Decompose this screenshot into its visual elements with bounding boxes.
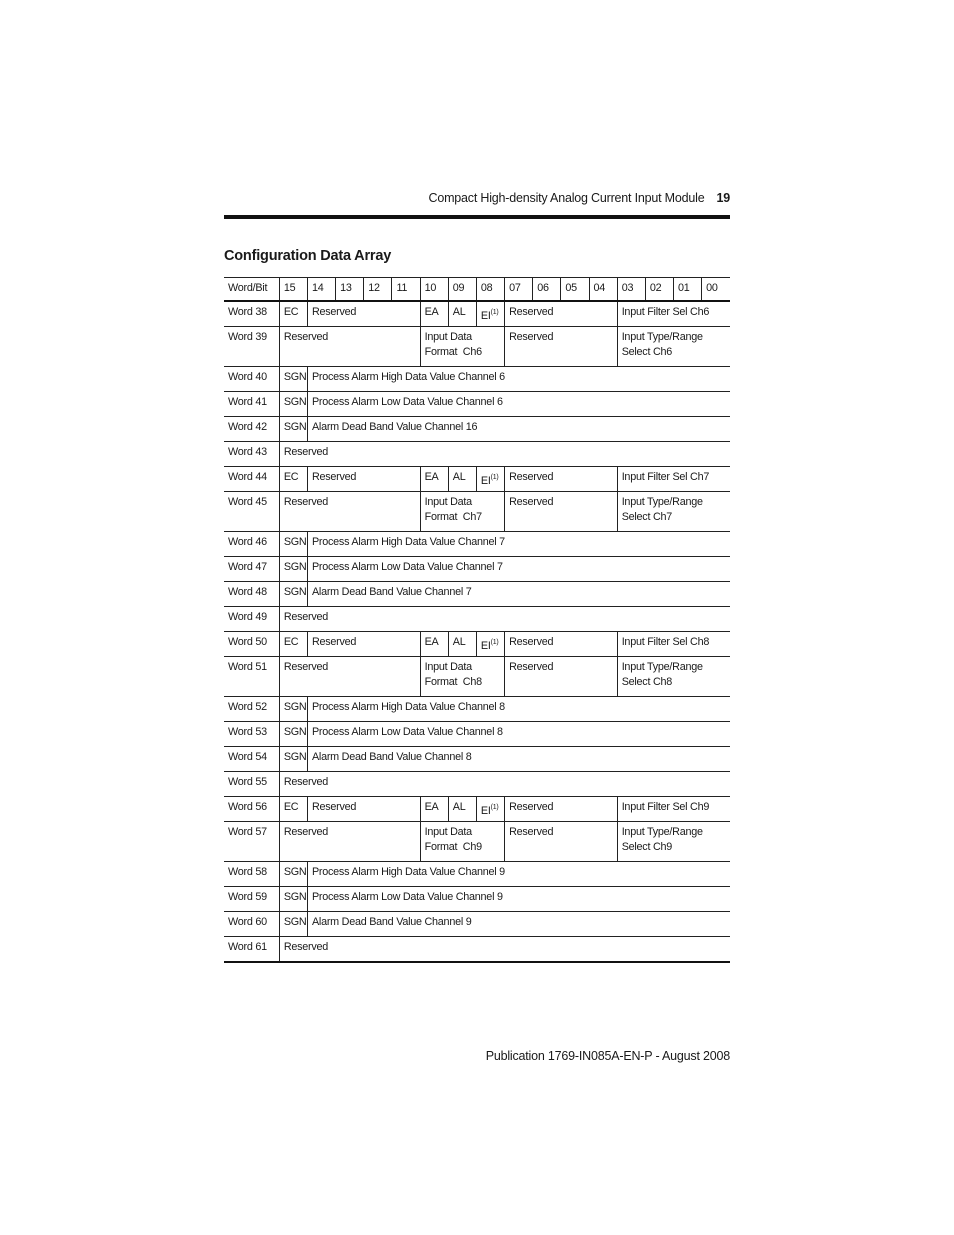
ei-label: EI (480, 310, 491, 322)
ei-cell (476, 301, 504, 327)
table-row (224, 632, 730, 657)
reserved-cell: Reserved (279, 772, 730, 797)
reserved-cell: Reserved (307, 301, 420, 327)
input-type-range-cell (617, 822, 730, 862)
header-cell: 15 (279, 278, 307, 302)
sgn-cell: SGN (279, 697, 307, 722)
footnote-ref: (1) (490, 309, 499, 316)
value-cell: Alarm Dead Band Value Channel 9 (307, 912, 730, 937)
ea-cell: EA (420, 632, 448, 657)
header-cell: 11 (392, 278, 420, 302)
al-cell: AL (448, 632, 476, 657)
ec-cell: EC (279, 632, 307, 657)
reserved-cell: Reserved (505, 301, 618, 327)
word-label: Word 60 (224, 912, 279, 937)
header-cell: 01 (674, 278, 702, 302)
range-line: Select Ch8 (621, 676, 673, 688)
ea-cell: EA (420, 301, 448, 327)
sgn-cell: SGN (279, 532, 307, 557)
table-row (224, 417, 730, 442)
word-label: Word 61 (224, 937, 279, 963)
table-row (224, 392, 730, 417)
word-label: Word 54 (224, 747, 279, 772)
word-label: Word 49 (224, 607, 279, 632)
header-cell: 14 (307, 278, 335, 302)
sgn-cell: SGN (279, 417, 307, 442)
value-cell: Process Alarm High Data Value Channel 8 (307, 697, 730, 722)
word-label: Word 44 (224, 467, 279, 492)
header-cell: 08 (476, 278, 504, 302)
sgn-cell: SGN (279, 367, 307, 392)
reserved-cell: Reserved (505, 327, 618, 367)
table-body (224, 278, 730, 963)
input-filter-cell: Input Filter Sel Ch6 (617, 301, 730, 327)
input-filter-cell: Input Filter Sel Ch7 (617, 467, 730, 492)
reserved-cell: Reserved (279, 937, 730, 963)
input-type-range-cell (617, 657, 730, 697)
reserved-cell: Reserved (307, 797, 420, 822)
table-row (224, 887, 730, 912)
format-line: Format Ch6 (424, 346, 482, 358)
table-row (224, 697, 730, 722)
sgn-cell: SGN (279, 912, 307, 937)
reserved-cell: Reserved (279, 657, 420, 697)
ei-label: EI (480, 640, 491, 652)
word-label: Word 42 (224, 417, 279, 442)
word-label: Word 39 (224, 327, 279, 367)
page-number: 19 (716, 191, 730, 205)
sgn-cell: SGN (279, 722, 307, 747)
header-cell: 00 (702, 278, 730, 302)
value-cell: Process Alarm High Data Value Channel 9 (307, 862, 730, 887)
word-label: Word 48 (224, 582, 279, 607)
word-label: Word 41 (224, 392, 279, 417)
reserved-cell: Reserved (307, 632, 420, 657)
table-row (224, 557, 730, 582)
table-row (224, 862, 730, 887)
ei-label: EI (480, 475, 491, 487)
section-title: Configuration Data Array (224, 248, 392, 264)
table-row (224, 657, 730, 697)
ec-cell: EC (279, 301, 307, 327)
value-cell: Process Alarm High Data Value Channel 6 (307, 367, 730, 392)
word-label: Word 50 (224, 632, 279, 657)
word-label: Word 53 (224, 722, 279, 747)
ec-cell: EC (279, 797, 307, 822)
al-cell: AL (448, 797, 476, 822)
sgn-cell: SGN (279, 747, 307, 772)
range-line: Select Ch9 (621, 841, 673, 853)
header-cell: 06 (533, 278, 561, 302)
ei-label: EI (480, 805, 491, 817)
sgn-cell: SGN (279, 557, 307, 582)
value-cell: Process Alarm Low Data Value Channel 8 (307, 722, 730, 747)
format-line: Format Ch7 (424, 511, 482, 523)
table-row (224, 327, 730, 367)
value-cell: Process Alarm Low Data Value Channel 7 (307, 557, 730, 582)
footnote-ref: (1) (490, 474, 499, 481)
table-header-row (224, 278, 730, 302)
input-data-format-cell (420, 657, 504, 697)
sgn-cell: SGN (279, 582, 307, 607)
al-cell: AL (448, 301, 476, 327)
sgn-cell: SGN (279, 887, 307, 912)
table-row (224, 301, 730, 327)
header-rule (224, 215, 730, 219)
input-filter-cell: Input Filter Sel Ch9 (617, 797, 730, 822)
reserved-cell: Reserved (505, 657, 618, 697)
reserved-cell: Reserved (279, 442, 730, 467)
word-label: Word 47 (224, 557, 279, 582)
value-cell: Process Alarm Low Data Value Channel 9 (307, 887, 730, 912)
table-row (224, 532, 730, 557)
al-cell: AL (448, 467, 476, 492)
table-row (224, 722, 730, 747)
reserved-cell: Reserved (505, 822, 618, 862)
format-line: Input Data (424, 661, 472, 673)
word-label: Word 40 (224, 367, 279, 392)
reserved-cell: Reserved (279, 607, 730, 632)
ei-cell (476, 467, 504, 492)
header-cell: 12 (364, 278, 392, 302)
value-cell: Process Alarm Low Data Value Channel 6 (307, 392, 730, 417)
input-type-range-cell (617, 492, 730, 532)
range-line: Input Type/Range (621, 331, 703, 343)
ec-cell: EC (279, 467, 307, 492)
range-line: Input Type/Range (621, 496, 703, 508)
word-label: Word 52 (224, 697, 279, 722)
table-row (224, 582, 730, 607)
input-data-format-cell (420, 492, 504, 532)
input-data-format-cell (420, 327, 504, 367)
value-cell: Alarm Dead Band Value Channel 16 (307, 417, 730, 442)
word-label: Word 58 (224, 862, 279, 887)
input-filter-cell: Input Filter Sel Ch8 (617, 632, 730, 657)
reserved-cell: Reserved (279, 327, 420, 367)
word-label: Word 38 (224, 301, 279, 327)
ea-cell: EA (420, 467, 448, 492)
reserved-cell: Reserved (505, 797, 618, 822)
reserved-cell: Reserved (307, 467, 420, 492)
value-cell: Process Alarm High Data Value Channel 7 (307, 532, 730, 557)
configuration-data-table (224, 277, 730, 963)
ea-cell: EA (420, 797, 448, 822)
range-line: Input Type/Range (621, 661, 703, 673)
format-line: Input Data (424, 331, 472, 343)
reserved-cell: Reserved (279, 822, 420, 862)
ei-cell (476, 797, 504, 822)
word-label: Word 55 (224, 772, 279, 797)
table-row (224, 797, 730, 822)
sgn-cell: SGN (279, 862, 307, 887)
reserved-cell: Reserved (279, 492, 420, 532)
reserved-cell: Reserved (505, 632, 618, 657)
word-label: Word 56 (224, 797, 279, 822)
table-row (224, 442, 730, 467)
value-cell: Alarm Dead Band Value Channel 8 (307, 747, 730, 772)
word-label: Word 51 (224, 657, 279, 697)
range-line: Select Ch6 (621, 346, 673, 358)
table-row (224, 747, 730, 772)
format-line: Format Ch8 (424, 676, 482, 688)
table-row (224, 607, 730, 632)
table-row (224, 822, 730, 862)
header-cell: 07 (505, 278, 533, 302)
format-line: Input Data (424, 826, 472, 838)
table-row (224, 492, 730, 532)
table-row (224, 772, 730, 797)
table-row (224, 937, 730, 963)
word-label: Word 46 (224, 532, 279, 557)
input-data-format-cell (420, 822, 504, 862)
word-label: Word 43 (224, 442, 279, 467)
header-cell: Word/Bit (224, 278, 279, 302)
header-cell: 10 (420, 278, 448, 302)
sgn-cell: SGN (279, 392, 307, 417)
table-row (224, 467, 730, 492)
header-cell: 03 (617, 278, 645, 302)
header-cell: 02 (645, 278, 673, 302)
range-line: Input Type/Range (621, 826, 703, 838)
format-line: Format Ch9 (424, 841, 482, 853)
value-cell: Alarm Dead Band Value Channel 7 (307, 582, 730, 607)
word-label: Word 59 (224, 887, 279, 912)
header-cell: 13 (336, 278, 364, 302)
input-type-range-cell (617, 327, 730, 367)
header-cell: 09 (448, 278, 476, 302)
publication-footer: Publication 1769-IN085A-EN-P - August 2008 (485, 1049, 730, 1063)
ei-cell (476, 632, 504, 657)
reserved-cell: Reserved (505, 467, 618, 492)
range-line: Select Ch7 (621, 511, 673, 523)
word-label: Word 45 (224, 492, 279, 532)
footnote-ref: (1) (490, 804, 499, 811)
running-title: Compact High-density Analog Current Input Module (428, 191, 705, 205)
header-cell: 05 (561, 278, 589, 302)
reserved-cell: Reserved (505, 492, 618, 532)
table-row (224, 367, 730, 392)
word-label: Word 57 (224, 822, 279, 862)
running-head (224, 191, 730, 211)
table-row (224, 912, 730, 937)
header-cell: 04 (589, 278, 617, 302)
footnote-ref: (1) (490, 639, 499, 646)
format-line: Input Data (424, 496, 472, 508)
